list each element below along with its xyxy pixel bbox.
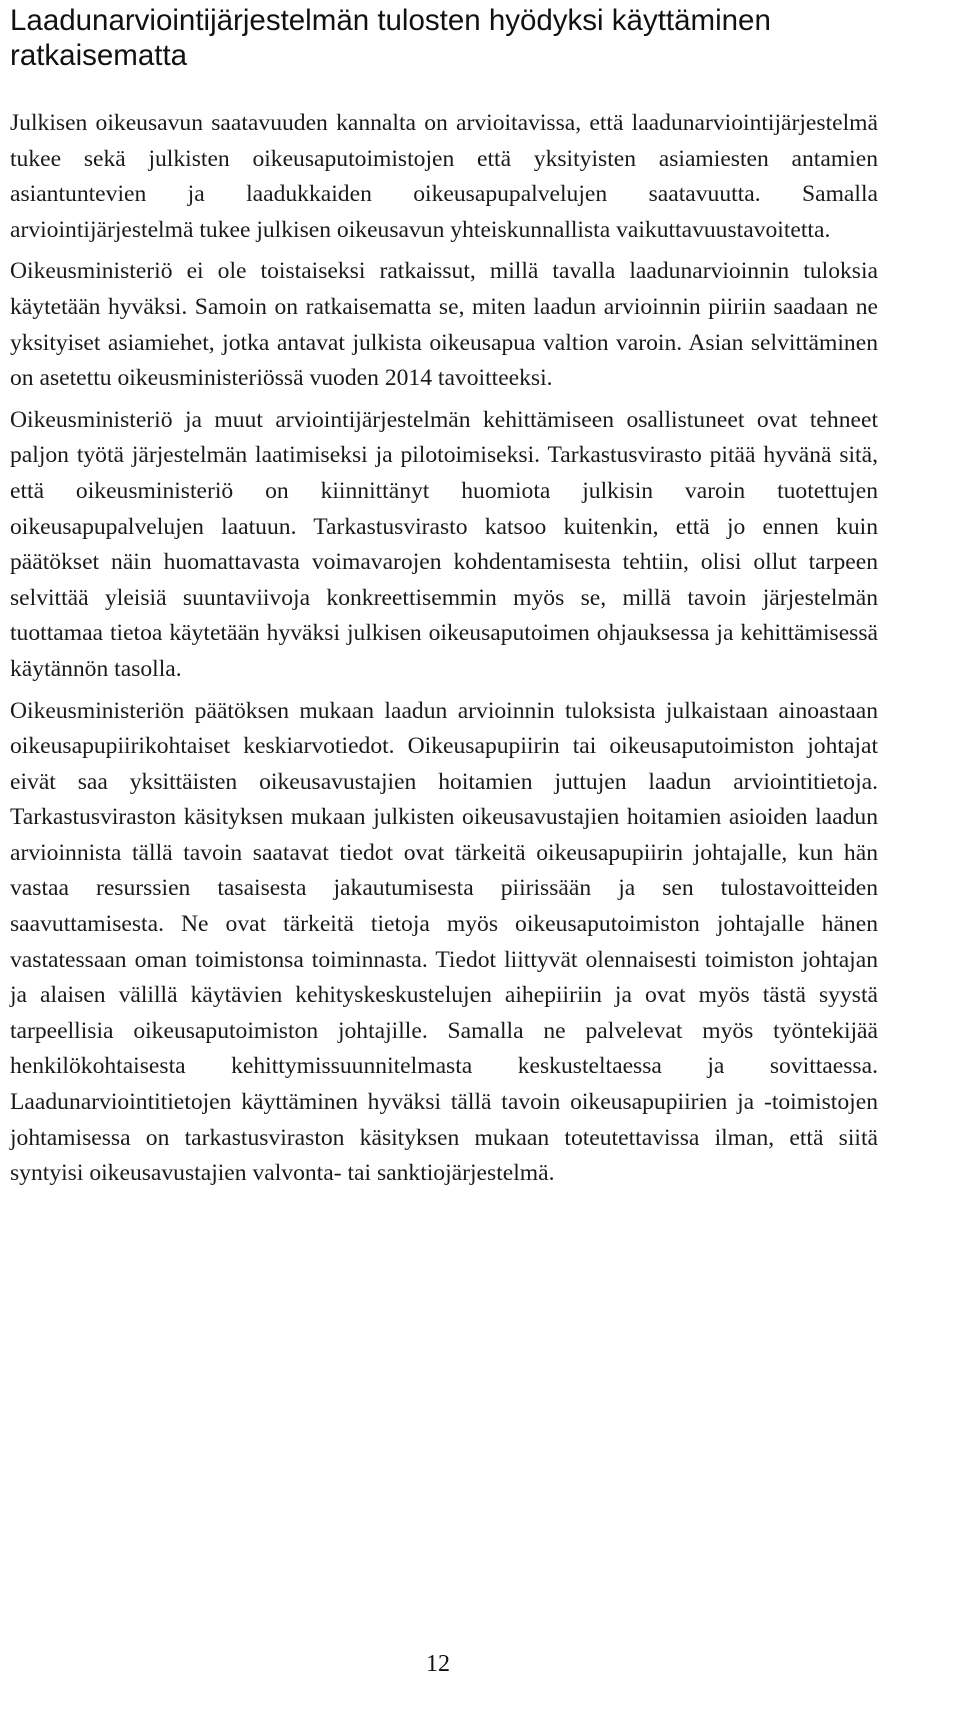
page-number: 12: [426, 1651, 450, 1677]
body-text: [10, 106, 878, 1198]
section-heading: Laadunarviointijärjestelmän tulosten hyödyksi käyttäminen ratkaisematta: [10, 4, 771, 72]
paragraph: Oikeusministeriö ei ole toistaiseksi ratkaissut, millä tavalla laadunarvioinnin tuloksia käytetään hyväksi. Samoin on ratkaisematta se, miten laadun arvioinnin piiriin saadaan ne yksityiset asiamiehet, jotka antavat julkista oikeusapua valtion varoin. Asian selvittäminen on asetettu oikeusministeriössä vuoden 2014 tavoitteeksi.: [10, 258, 878, 392]
document-page: [10, 0, 878, 1187]
paragraph: Julkisen oikeusavun saatavuuden kannalta on arvioitavissa, että laadunarviointijärjestelmä tukee sekä julkisten oikeusaputoimistojen että yksityisten asiamiesten antamien asiantuntevien ja laadukkaiden oikeusapupalvelujen saatavuutta. Samalla arviointijärjestelmä tukee julkisen oikeusavun yhteiskunnallista vaikuttavuustavoitetta.: [10, 110, 878, 243]
paragraph: Oikeusministeriö ja muut arviointijärjestelmän kehittämiseen osallistuneet ovat tehneet paljon työtä järjestelmän laatimiseksi ja pilotoimiseksi. Tarkastusvirasto pitää hyvänä sitä, että oikeusministeriö on kiinnittänyt huomiota julkisin varoin tuotettujen oikeusapupalvelujen laatuun. Tarkastusvirasto katsoo kuitenkin, että jo ennen kuin päätökset näin huomattavasta voimavarojen kohdentamisesta tehtiin, olisi ollut tarpeen selvittää yleisiä suuntaviivoja konkreettisemmin myös se, millä tavoin järjestelmän tuottamaa tietoa käytetään hyväksi julkisen oikeusaputoimen ohjauksessa ja kehittämisessä käytännön tasolla.: [10, 406, 878, 682]
paragraph: Oikeusministeriön päätöksen mukaan laadun arvioinnin tuloksista julkaistaan ainoastaan oikeusapupiirikohtaiset keskiarvotiedot. Oikeusapupiirin tai oikeusaputoimiston johtajat eivät saa yksittäisten oikeusavustajien hoitamien juttujen laadun arviointitietoja. Tarkastusviraston käsityksen mukaan julkisten oikeusavustajien hoitamien asioiden laadun arvioinnista tällä tavoin saatavat tiedot ovat tärkeitä oikeusapupiirin johtajalle, kun hän vastaa resurssien tasaisesta jakautumisesta piirissään ja sen tulostavoitteiden saavuttamisesta. Ne ovat tärkeitä tietoja myös oikeusaputoimiston johtajalle hänen vastatessaan oman toimistonsa toiminnasta. Tiedot liittyvät olennaisesti toimiston johtajan ja alaisen välillä käytävien kehityskeskustelujen aihepiiriin ja ovat myös tästä syystä tarpeellisia oikeusaputoimiston johtajille. Samalla ne palvelevat myös työntekijää henkilökohtaisesta kehittymissuunnitelmasta keskusteltaessa ja sovittaessa. Laadunarviointitietojen käyttäminen hyväksi tällä tavoin oikeusapupiirien ja -toimistojen johtamisessa on tarkastusviraston käsityksen mukaan toteutettavissa ilman, että siitä syntyisi oikeusavustajien valvonta- tai sanktiojärjestelmä.: [10, 697, 878, 1187]
